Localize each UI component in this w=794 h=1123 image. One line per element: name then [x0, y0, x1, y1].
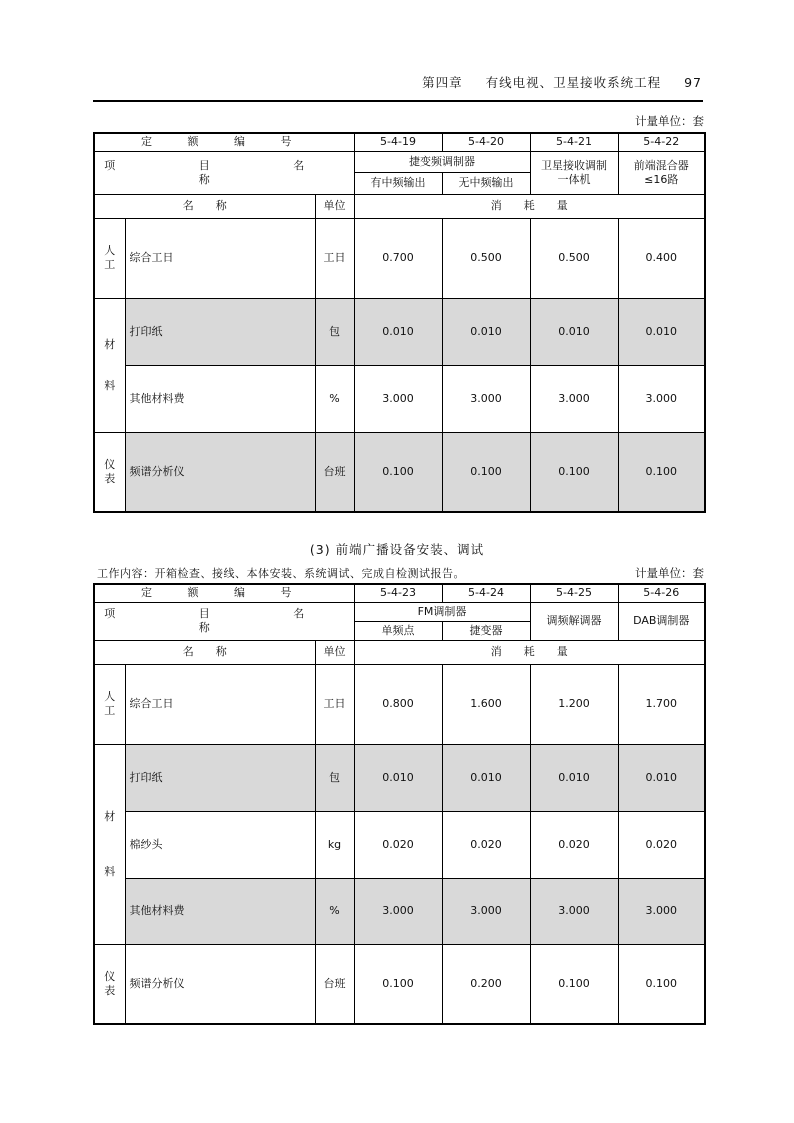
row-value: 3.000	[354, 878, 442, 944]
row-unit: 台班	[315, 432, 354, 512]
row-name: 棉纱头	[125, 811, 315, 878]
category-instrument: 仪 表	[94, 432, 125, 512]
row-value: 1.700	[618, 664, 705, 744]
row-value: 1.600	[442, 664, 530, 744]
group-header: FM调制器	[354, 602, 530, 621]
column-name: 单频点	[354, 621, 442, 640]
quota-code: 5-4-26	[618, 584, 705, 602]
category-instrument: 仪 表	[94, 944, 125, 1024]
row-unit: 台班	[315, 944, 354, 1024]
row-value: 3.000	[530, 878, 618, 944]
row-value: 0.100	[442, 432, 530, 512]
quota-code: 5-4-22	[618, 133, 705, 151]
row-name: 打印纸	[125, 298, 315, 365]
row-unit: kg	[315, 811, 354, 878]
column-name: 捷变器	[442, 621, 530, 640]
row-name: 其他材料费	[125, 365, 315, 432]
row-unit: 包	[315, 298, 354, 365]
row-unit: 工日	[315, 664, 354, 744]
name-header: 名 称	[94, 640, 315, 664]
quota-code: 5-4-19	[354, 133, 442, 151]
row-name: 打印纸	[125, 744, 315, 811]
row-value: 0.010	[618, 298, 705, 365]
row-value: 0.020	[530, 811, 618, 878]
row-name: 其他材料费	[125, 878, 315, 944]
row-value: 3.000	[354, 365, 442, 432]
row-value: 0.400	[618, 218, 705, 298]
row-value: 0.010	[530, 744, 618, 811]
row-value: 0.500	[530, 218, 618, 298]
section-title: (3) 前端广播设备安装、调试	[309, 542, 485, 557]
row-value: 0.010	[442, 744, 530, 811]
column-name: 调频解调器	[530, 602, 618, 640]
row-value: 1.200	[530, 664, 618, 744]
table1-unit: 计量单位：套	[635, 114, 704, 128]
chapter-label: 第四章	[422, 75, 463, 90]
quota-code: 5-4-23	[354, 584, 442, 602]
item-name-label: 项 目 名 称	[94, 602, 354, 640]
name-header: 名 称	[94, 194, 315, 218]
row-value: 0.010	[354, 744, 442, 811]
quota-code: 5-4-20	[442, 133, 530, 151]
row-value: 0.100	[618, 432, 705, 512]
work-content: 工作内容：开箱检查、接线、本体安装、系统调试、完成自检测试报告。	[97, 567, 465, 580]
row-value: 3.000	[618, 365, 705, 432]
unit-header: 单位	[315, 194, 354, 218]
row-value: 0.020	[618, 811, 705, 878]
row-value: 0.020	[442, 811, 530, 878]
row-value: 3.000	[618, 878, 705, 944]
row-value: 0.020	[354, 811, 442, 878]
row-unit: %	[315, 365, 354, 432]
row-value: 0.100	[618, 944, 705, 1024]
category-material: 材 料	[94, 744, 125, 944]
page-header	[404, 73, 702, 91]
row-value: 0.100	[354, 432, 442, 512]
quota-number-label: 定 额 编 号	[94, 584, 354, 602]
column-name: 卫星接收调制 一体机	[530, 151, 618, 194]
page-number: 97	[684, 75, 702, 90]
unit-header: 单位	[315, 640, 354, 664]
quota-table-2	[93, 583, 706, 1025]
row-name: 综合工日	[125, 218, 315, 298]
category-labor: 人 工	[94, 218, 125, 298]
row-value: 0.800	[354, 664, 442, 744]
row-name: 频谱分析仪	[125, 432, 315, 512]
quota-number-label: 定 额 编 号	[94, 133, 354, 151]
quota-code: 5-4-21	[530, 133, 618, 151]
row-value: 0.100	[354, 944, 442, 1024]
row-value: 0.010	[530, 298, 618, 365]
row-unit: 工日	[315, 218, 354, 298]
consumption-header: 消 耗 量	[354, 640, 705, 664]
quota-table-1	[93, 132, 706, 513]
row-name: 综合工日	[125, 664, 315, 744]
row-value: 3.000	[442, 878, 530, 944]
row-unit: 包	[315, 744, 354, 811]
row-value: 0.100	[530, 944, 618, 1024]
row-value: 0.010	[618, 744, 705, 811]
header-rule	[93, 100, 703, 102]
row-value: 0.010	[442, 298, 530, 365]
consumption-header: 消 耗 量	[354, 194, 705, 218]
row-value: 0.700	[354, 218, 442, 298]
chapter-title: 有线电视、卫星接收系统工程	[485, 75, 662, 90]
item-name-label: 项 目 名 称	[94, 151, 354, 194]
row-value: 3.000	[442, 365, 530, 432]
row-value: 3.000	[530, 365, 618, 432]
category-material: 材 料	[94, 298, 125, 432]
row-unit: %	[315, 878, 354, 944]
row-name: 频谱分析仪	[125, 944, 315, 1024]
column-name: 无中频输出	[442, 172, 530, 194]
table2-unit: 计量单位：套	[635, 566, 704, 580]
quota-code: 5-4-24	[442, 584, 530, 602]
column-name: DAB调制器	[618, 602, 705, 640]
row-value: 0.200	[442, 944, 530, 1024]
row-value: 0.100	[530, 432, 618, 512]
group-header: 捷变频调制器	[354, 151, 530, 172]
column-name: 有中频输出	[354, 172, 442, 194]
column-name: 前端混合器 ≤16路	[618, 151, 705, 194]
category-labor: 人 工	[94, 664, 125, 744]
row-value: 0.500	[442, 218, 530, 298]
quota-code: 5-4-25	[530, 584, 618, 602]
row-value: 0.010	[354, 298, 442, 365]
